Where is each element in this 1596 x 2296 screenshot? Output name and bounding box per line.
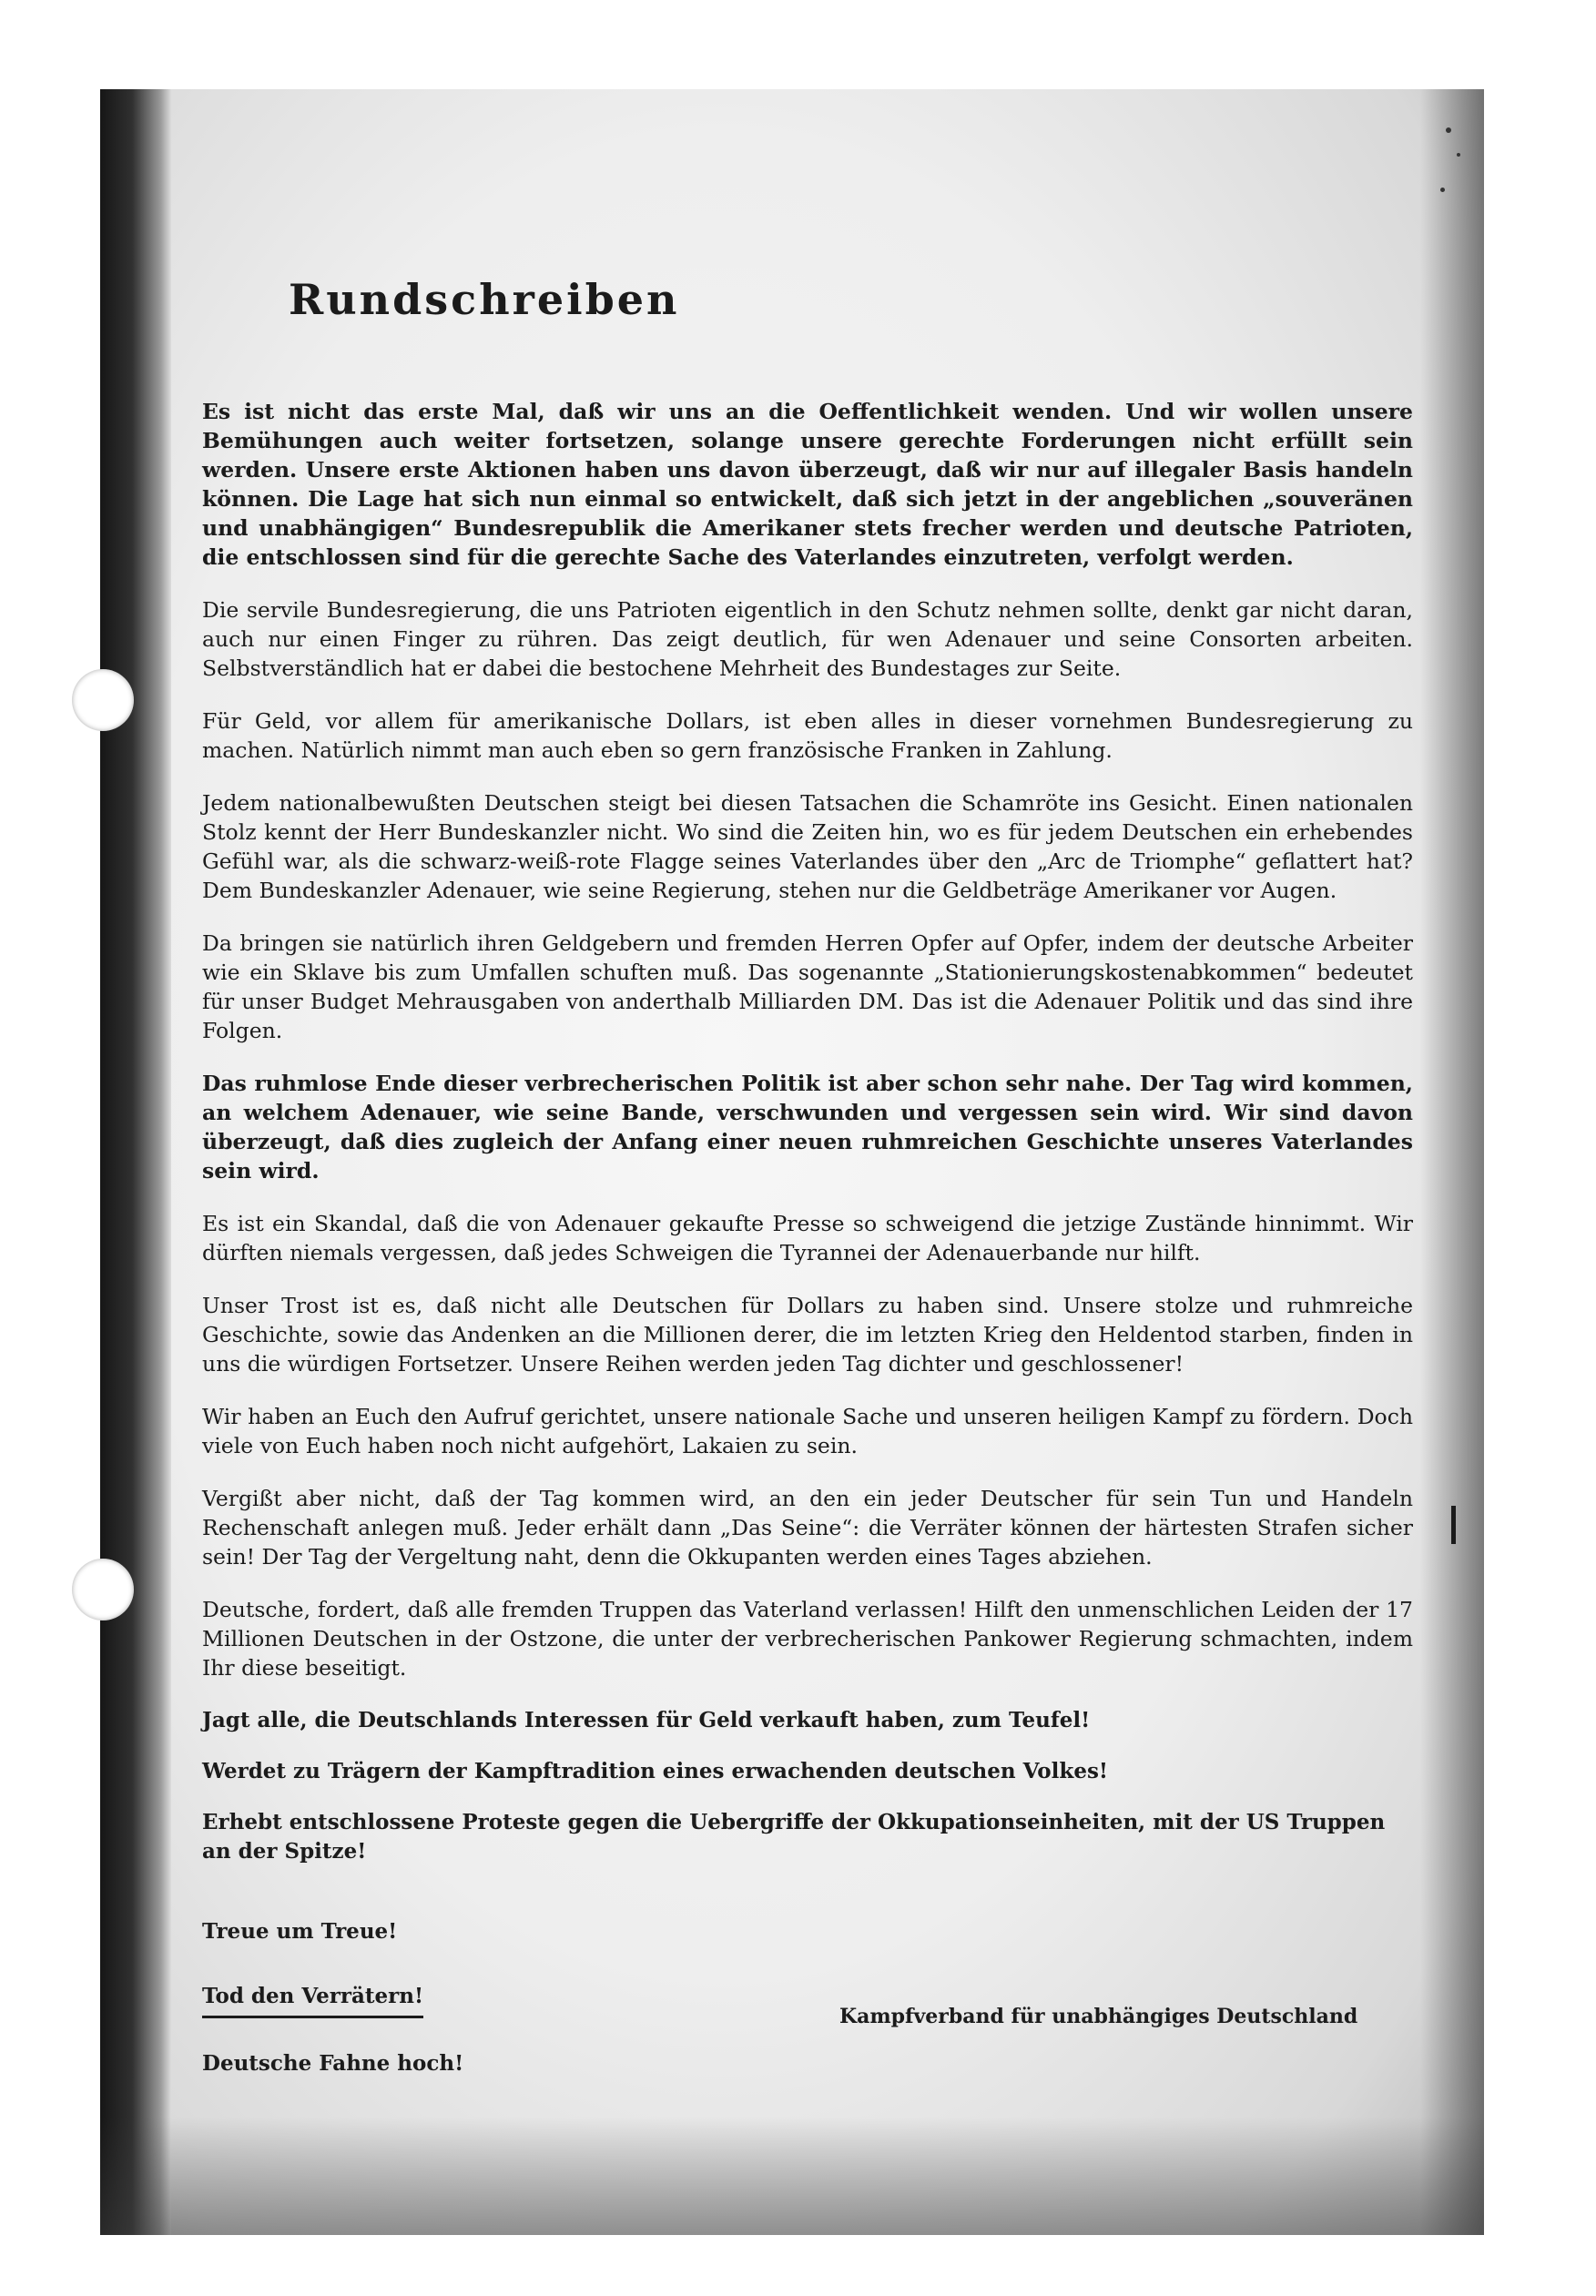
slogan-2: Werdet zu Trägern der Kampftradition eines erwachenden deutschen Volkes! [202,1759,1108,1783]
signature: Kampfverband für unabhängiges Deutschland [839,2005,1358,2028]
paragraph-8: Unser Trost ist es, daß nicht alle Deutschen für Dollars zu haben sind. Unsere stolze und ruhmreiche Geschichte, sowie das Andenken an die Millionen derer, die im letzten Krieg den Heldentod starben, finden in uns die würdigen Fortsetzer. Unsere Reihen werden jeden Tag dichter und geschlossener! [202,1293,1413,1377]
closing-line-3: Deutsche Fahne hoch! [202,2051,464,2076]
paragraph-1: Es ist nicht das erste Mal, daß wir uns an die Oeffentlichkeit wenden. Und wir wollen unsere Bemühungen auch weiter fortsetzen, solange unsere gerechte Forderungen nicht erfüllt sein werden. Unsere erste Aktionen haben uns davon überzeugt, daß wir nur auf illegaler Basis handeln können. Die Lage hat sich nun einmal so entwickelt, daß sich jetzt in der angeblichen „souveränen und unabhängigen“ Bundesrepublik die Amerikaner stets frecher werden und deutsche Patrioten, die entschlossen sind für die gerechte Sache des Vaterlandes einzutreten, verfolgt werden. [202,399,1413,570]
bottom-edge-shadow [100,2117,1484,2235]
speck [1440,188,1445,192]
closing-line-2: Tod den Verrätern! [202,1984,423,2018]
paragraph-10: Vergißt aber nicht, daß der Tag kommen wird, an den ein jeder Deutscher für sein Tun und Handeln Rechenschaft anlegen muß. Jeder erhält dann „Das Seine“: die Verräter können der härtesten Strafen sicher sein! Der Tag der Vergeltung naht, denn die Okkupanten werden eines Tages abziehen. [202,1486,1413,1570]
document-title: Rundschreiben [289,275,680,324]
speck [1457,153,1460,157]
paragraph-9: Wir haben an Euch den Aufruf gerichtet, unsere nationale Sache und unseren heiligen Kampf zu fördern. Doch viele von Euch haben noch nicht aufgehört, Lakaien zu sein. [202,1404,1413,1458]
punch-hole-lower [72,1559,134,1620]
closing-line-1: Treue um Treue! [202,1919,398,1944]
paragraph-5: Da bringen sie natürlich ihren Geldgebern und fremden Herren Opfer auf Opfer, indem der deutsche Arbeiter wie ein Sklave bis zum Umfallen schuften muß. Das sogenannte „Stationierungskostenabkommen“ bedeutet für unser Budget Mehrausgaben von anderthalb Milliarden DM. Das ist die Adenauer Politik und das sind ihre Folgen. [202,930,1413,1043]
paragraph-2: Die servile Bundesregierung, die uns Patrioten eigentlich in den Schutz nehmen sollte, denkt gar nicht daran, auch nur einen Finger zu rühren. Das zeigt deutlich, für wen Adenauer und seine Consorten arbeiten. Selbstverständlich hat er dabei die bestochene Mehrheit des Bundestages zur Seite. [202,597,1413,681]
paragraph-7: Es ist ein Skandal, daß die von Adenauer gekaufte Presse so schweigend die jetzige Zustände hinnimmt. Wir dürften niemals vergessen, daß jedes Schweigen die Tyrannei der Adenauerbande nur hilft. [202,1211,1413,1265]
paragraph-3: Für Geld, vor allem für amerikanische Dollars, ist eben alles in dieser vornehmen Bundesregierung zu machen. Natürlich nimmt man auch eben so gern französische Franken in Zahlung. [202,708,1413,763]
slogan-3: Erhebt entschlossene Proteste gegen die Uebergriffe der Okkupationseinheiten, mit der US Truppen an der Spitze! [202,1810,1386,1864]
speck [1446,127,1451,133]
document-body [202,275,1413,2076]
slogan-1: Jagt alle, die Deutschlands Interessen für Geld verkauft haben, zum Teufel! [202,1708,1091,1732]
dark-left-border [100,89,171,2235]
paragraph-6: Das ruhmlose Ende dieser verbrecherischen Politik ist aber schon sehr nahe. Der Tag wird kommen, an welchem Adenauer, wie seine Bande, verschwunden und vergessen sein wird. Wir sind davon überzeugt, daß dies zugleich der Anfang einer neuen ruhmreichen Geschichte unseres Vaterlandes sein wird. [202,1071,1413,1184]
right-edge-shadow [1420,89,1484,2235]
punch-hole-upper [72,669,134,731]
margin-mark [1451,1506,1456,1544]
paragraph-4: Jedem nationalbewußten Deutschen steigt bei diesen Tatsachen die Schamröte ins Gesicht. Einen nationalen Stolz kennt der Herr Bundeskanzler nicht. Wo sind die Zeiten hin, wo es für jedem Deutschen ein erhebendes Gefühl war, als die schwarz-weiß-rote Flagge seines Vaterlandes über den „Arc de Triomphe“ geflattert hat? Dem Bundeskanzler Adenauer, wie seine Regierung, stehen nur die Geldbeträge Amerikaner vor Augen. [202,790,1413,903]
paragraph-11: Deutsche, fordert, daß alle fremden Truppen das Vaterland verlassen! Hilft den unmenschlichen Leiden der 17 Millionen Deutschen in der Ostzone, die unter der verbrecherischen Pankower Regierung schmachten, indem Ihr diese beseitigt. [202,1597,1413,1681]
